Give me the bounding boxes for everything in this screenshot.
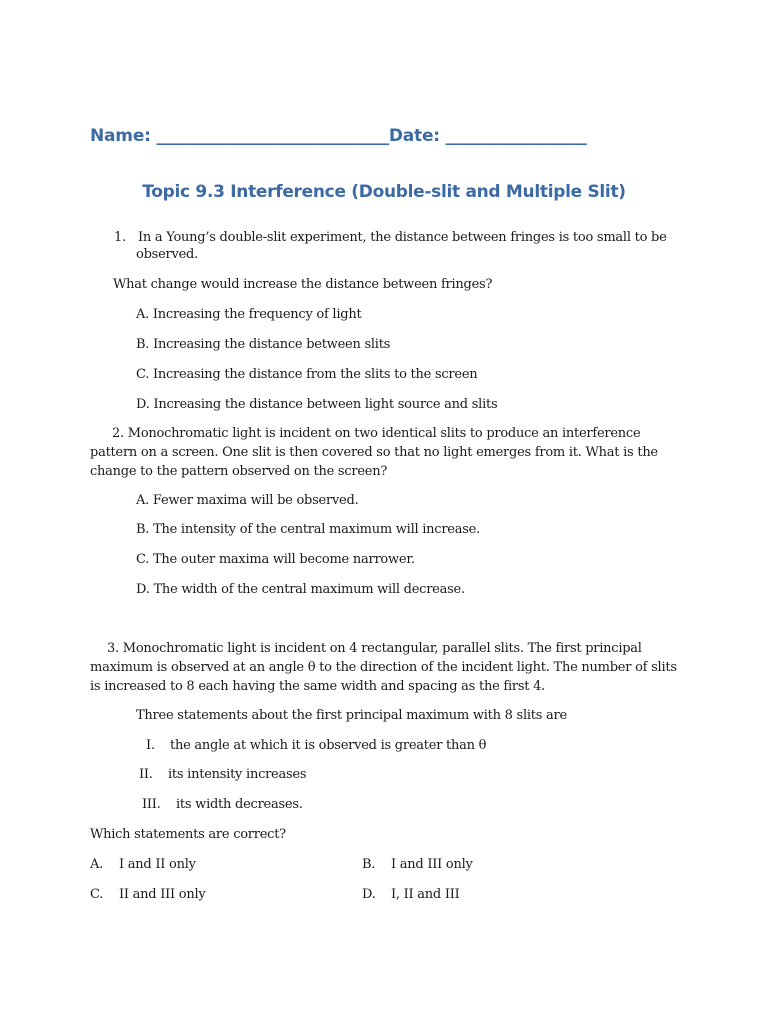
answer-b-letter: B. (362, 857, 376, 872)
question-3-prompt: Which statements are correct? (90, 827, 286, 842)
question-2-option-b: B. The intensity of the central maximum will increase. (136, 522, 480, 537)
statement-2-number: II. (139, 767, 153, 782)
question-1-number: 1. (114, 230, 126, 245)
statement-3-number: III. (142, 797, 161, 812)
question-1-line-2: observed. (136, 247, 198, 262)
answer-d-letter: D. (362, 887, 376, 902)
answer-c-letter: C. (90, 887, 104, 902)
question-3-line-3: is increased to 8 each having the same width and spacing as the first 4. (90, 679, 546, 694)
page-title: Topic 9.3 Interference (Double-slit and Multiple Slit) (142, 182, 626, 202)
statement-3-text: its width decreases. (176, 797, 303, 812)
question-2-line-2: pattern on a screen. One slit is then covered so that no light emerges from it. What is the (90, 445, 658, 460)
statement-1-number: I. (146, 738, 155, 753)
question-3-line-1: 3. Monochromatic light is incident on 4 rectangular, parallel slits. The first principal (107, 641, 642, 656)
question-1-prompt: What change would increase the distance between fringes? (113, 277, 493, 292)
answer-b-text: I and III only (391, 857, 473, 872)
answer-a-letter: A. (90, 857, 104, 872)
question-2-line-1: 2. Monochromatic light is incident on two identical slits to produce an interference (112, 426, 641, 441)
question-1-option-a: A. Increasing the frequency of light (136, 307, 362, 322)
answer-c-text: II and III only (119, 887, 206, 902)
question-2-option-d: D. The width of the central maximum will decrease. (136, 582, 465, 597)
answer-d-text: I, II and III (391, 887, 460, 902)
answer-a-text: I and II only (119, 857, 196, 872)
question-2-option-a: A. Fewer maxima will be observed. (136, 493, 359, 508)
question-2-option-c: C. The outer maxima will become narrower. (136, 552, 415, 567)
question-1-option-d: D. Increasing the distance between light source and slits (136, 397, 498, 412)
question-1-option-c: C. Increasing the distance from the slits to the screen (136, 367, 478, 382)
question-1-line-1: In a Young’s double-slit experiment, the distance between fringes is too small to be (138, 230, 667, 245)
question-3-line-2: maximum is observed at an angle θ to the direction of the incident light. The number of slits (90, 660, 677, 675)
statement-2-text: its intensity increases (168, 767, 307, 782)
statement-1-text: the angle at which it is observed is greater than θ (170, 738, 487, 753)
question-1-option-b: B. Increasing the distance between slits (136, 337, 391, 352)
name-date-line: Name: ____________________________Date: _________________ (90, 126, 587, 146)
question-2-line-3: change to the pattern observed on the screen? (90, 464, 388, 479)
question-3-intro: Three statements about the first principal maximum with 8 slits are (136, 708, 567, 723)
